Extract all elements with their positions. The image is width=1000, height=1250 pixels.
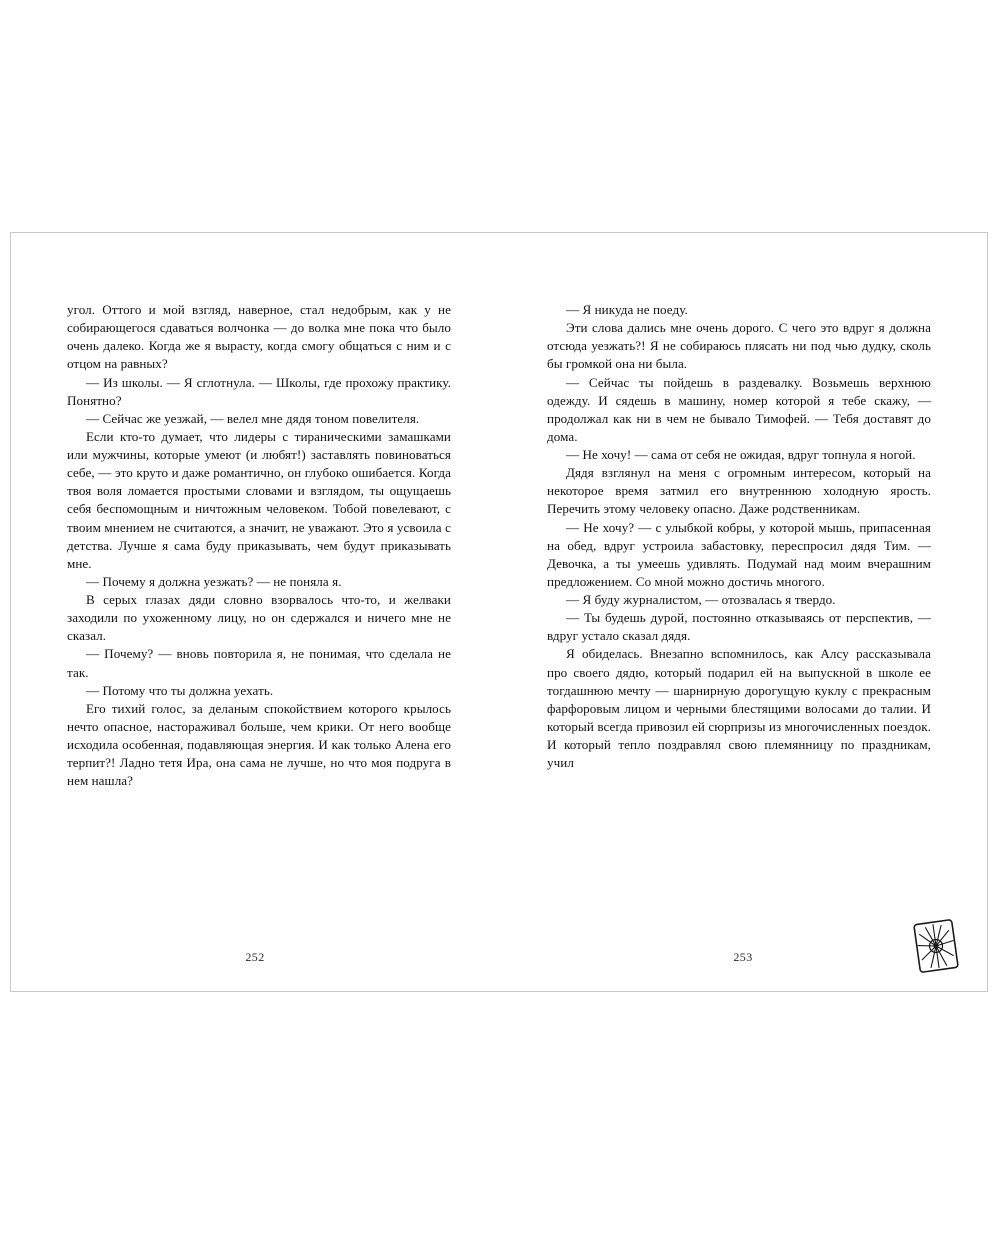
page-left: [11, 233, 499, 991]
spread-container: [11, 233, 987, 991]
paragraph: Если кто-то думает, что лидеры с тираническими замашками или мужчины, которые умеют (и любят!) заставлять повиноваться себе, — это круто и даже романтично, он глубоко ошибается. Когда твоя воля ломается простыми словами и взглядом, ты ощущаешь себя беспомощным и ничтожным человеком. Тобой повелевают, с твоим мнением не считаются, а значит, не уважают. Это я усвоила с детства. Лучше я сама буду приказывать, чем будут приказывать мне.: [67, 428, 451, 571]
paragraph: — Ты будешь дурой, постоянно отказываясь от перспектив, — вдруг устало сказал дядя.: [547, 610, 931, 644]
paragraph: Эти слова дались мне очень дорого. С чего это вдруг я должна отсюда уезжать?! Я не собираюсь плясать ни под чью дудку, сколь бы громкой она ни была.: [547, 320, 931, 372]
paragraph: — Я буду журналистом, — отозвалась я твердо.: [565, 592, 836, 607]
paragraph: В серых глазах дяди словно взорвалось что-то, и желваки заходили по ухоженному лицу, но он сдержался и ничего мне не сказал.: [67, 592, 451, 644]
paragraph: Его тихий голос, за деланым спокойствием которого крылось нечто опасное, настораживал больше, чем крики. От него вообще исходила особенная, подавляющая энергия. И как только Алена его терпит?! Ладно тетя Ира, она сама не лучше, но что моя подруга в нем нашла?: [67, 700, 451, 789]
paragraph: — Потому что ты должна уехать.: [85, 682, 274, 698]
paragraph: — Не хочу? — с улыбкой кобры, у которой мышь, припасенная на обед, вдруг устроила забастовку, переспросил дядя Тим. — Девочка, а ты умеешь удивлять. Подумай над моим вчерашним предложением. Со мной можно достичь многого.: [547, 519, 931, 589]
book-spread: [10, 232, 988, 992]
right-text-column: [547, 301, 931, 772]
page-number-right: 253: [733, 950, 753, 964]
paragraph: угол. Оттого и мой взгляд, наверное, стал недобрым, как у не собирающегося сдаваться волчонка — до волка мне пока что было очень далеко. Когда же я вырасту, когда смогу общаться с ним и с отцом на равных?: [67, 302, 451, 372]
paragraph: — Сейчас же уезжай, — велел мне дядя тоном повелителя.: [85, 410, 420, 426]
paragraph: Дядя взглянул на меня с огромным интересом, который на некоторое время затмил его внутреннюю холодную ярость. Перечить этому человеку опасно. Даже родственникам.: [547, 465, 931, 517]
fan-shell-ornament: [913, 919, 959, 973]
paragraph: Я обиделась. Внезапно вспомнилось, как Алсу рассказывала про своего дядю, который подарил ей на выпускной в школе ее тогдашнюю мечту — шарнирную дорогущую куклу с прекрасным фарфоровым лицом и черными блестящими волосами до талии. И который всегда привозил ей сюрпризы из многочисленных поездок. И который тепло поздравлял свою племянницу по праздникам, учил: [547, 646, 931, 771]
paragraph: — Не хочу! — сама от себя не ожидая, вдруг топнула я ногой.: [565, 447, 916, 462]
page-number-left: 252: [245, 950, 265, 964]
left-text-column: [67, 301, 451, 790]
paragraph: — Сейчас ты пойдешь в раздевалку. Возьмешь верхнюю одежду. И сядешь в машину, номер которой я тебе скажу, — продолжал как ни в чем не бывало Тимофей. — Тебя доставят до дома.: [547, 374, 931, 444]
paragraph: — Из школы. — Я сглотнула. — Школы, где прохожу практику. Понятно?: [67, 374, 451, 408]
page-right: [499, 233, 987, 991]
paragraph: — Почему я должна уезжать? — не поняла я.: [85, 573, 342, 589]
paragraph: — Я никуда не поеду.: [565, 302, 688, 317]
paragraph: — Почему? — вновь повторила я, не понимая, что сделала не так.: [67, 646, 451, 680]
